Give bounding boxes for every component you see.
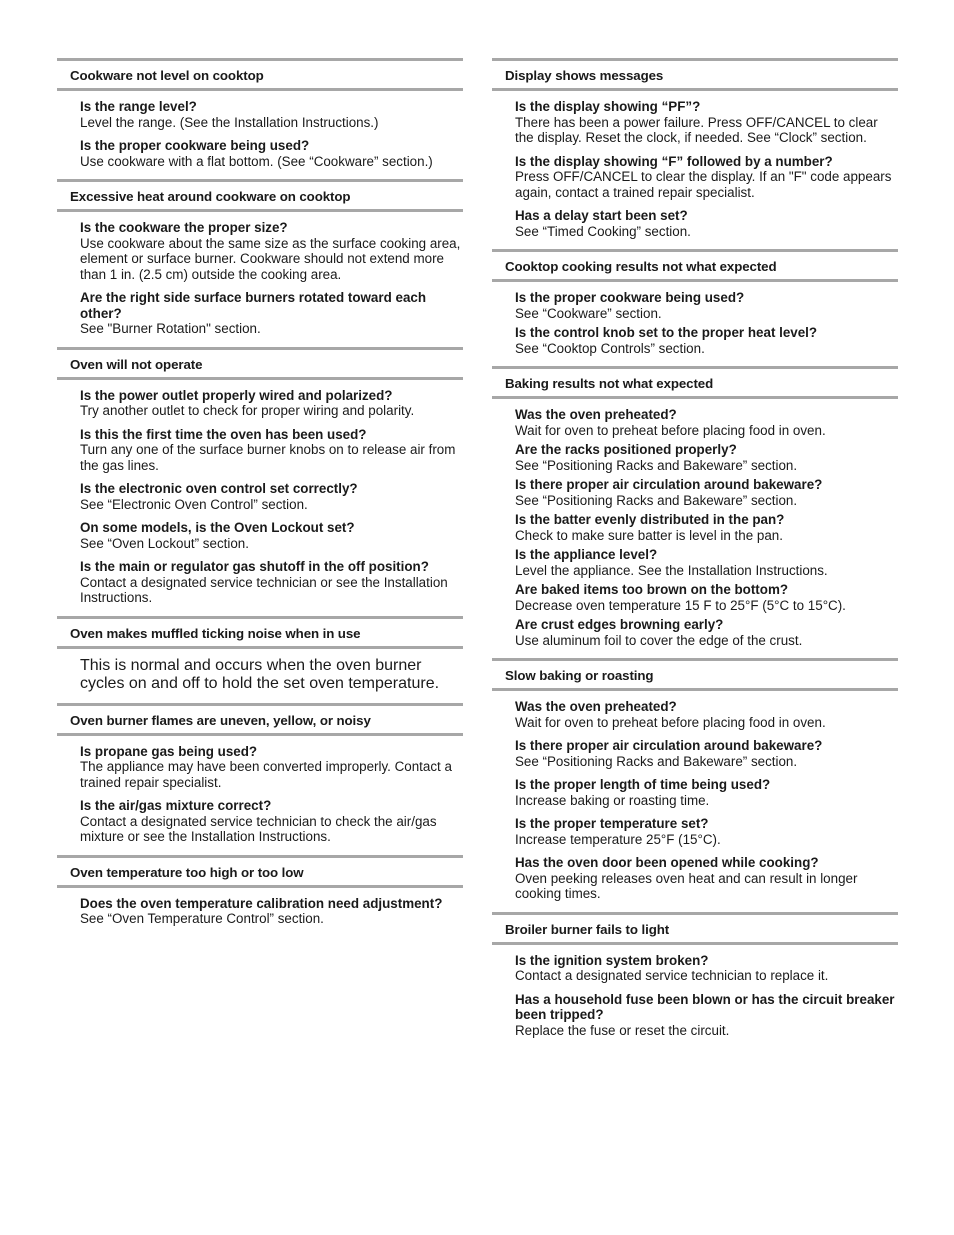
troubleshooting-item <box>80 427 463 474</box>
section-title: Slow baking or roasting <box>492 658 898 691</box>
troubleshooting-item <box>515 407 898 438</box>
section-oven-burner-flames-are-uneven-yellow-or-noisy <box>57 703 463 845</box>
section-excessive-heat-around-cookware-on-cooktop <box>57 179 463 337</box>
answer: See “Positioning Racks and Bakeware” section. <box>515 492 798 508</box>
troubleshooting-item <box>80 290 463 337</box>
section-items <box>492 399 898 648</box>
answer: See “Oven Lockout” section. <box>80 535 249 551</box>
section-title: Cookware not level on cooktop <box>57 58 463 91</box>
section-baking-results-not-what-expected <box>492 366 898 648</box>
question: Is the electronic oven control set correctly? <box>80 481 358 496</box>
troubleshooting-item <box>515 208 898 239</box>
question: Is the proper length of time being used? <box>515 777 771 792</box>
question: Has a delay start been set? <box>515 208 688 223</box>
section-title: Display shows messages <box>492 58 898 91</box>
troubleshooting-item <box>80 559 463 606</box>
section-title: Cooktop cooking results not what expected <box>492 249 898 282</box>
section-items <box>57 649 463 693</box>
question: Are baked items too brown on the bottom? <box>515 582 789 597</box>
answer: Contact a designated service technician to check the air/gas mixture or see the Installation Instructions. <box>80 813 437 844</box>
answer: Level the appliance. See the Installation Instructions. <box>515 562 828 578</box>
question: Is the power outlet properly wired and polarized? <box>80 387 393 403</box>
answer: Increase baking or roasting time. <box>515 792 710 808</box>
section-title: Oven burner flames are uneven, yellow, or noisy <box>57 703 463 736</box>
answer: Contact a designated service technician to replace it. <box>515 968 829 983</box>
answer: See “Positioning Racks and Bakeware” section. <box>515 457 798 473</box>
section-oven-makes-muffled-ticking-noise-when-in-use <box>57 616 463 693</box>
section-slow-baking-or-roasting <box>492 658 898 902</box>
question: Is the main or regulator gas shutoff in the off position? <box>80 559 429 574</box>
section-items <box>57 212 463 337</box>
troubleshooting-item <box>80 798 463 845</box>
troubleshooting-item <box>515 442 898 473</box>
troubleshooting-item <box>80 99 463 130</box>
answer: See “Electronic Oven Control” section. <box>80 496 308 512</box>
section-items <box>492 91 898 239</box>
answer: Turn any one of the surface burner knobs on to release air from the gas lines. <box>80 442 456 473</box>
question: Is the air/gas mixture correct? <box>80 798 272 813</box>
troubleshooting-item <box>515 855 898 902</box>
answer: Replace the fuse or reset the circuit. <box>515 1022 730 1038</box>
question: Is the control knob set to the proper heat level? <box>515 325 818 340</box>
section-oven-temperature-too-high-or-too-low <box>57 855 463 927</box>
troubleshooting-item <box>515 953 898 984</box>
question: Was the oven preheated? <box>515 699 677 714</box>
troubleshooting-item <box>515 154 898 201</box>
answer: Press OFF/CANCEL to clear the display. If an "F" code appears again, contact a trained repair specialist. <box>515 169 892 200</box>
answer: Increase temperature 25°F (15°C). <box>515 831 721 847</box>
question: Is the proper cookware being used? <box>515 290 745 305</box>
question: Is there proper air circulation around bakeware? <box>515 738 823 753</box>
answer: Wait for oven to preheat before placing food in oven. <box>515 422 826 438</box>
troubleshooting-item <box>515 477 898 508</box>
troubleshooting-item <box>515 512 898 543</box>
answer: Level the range. (See the Installation Instructions.) <box>80 114 379 130</box>
troubleshooting-item <box>515 738 898 769</box>
troubleshooting-item <box>80 138 463 169</box>
section-display-shows-messages <box>492 58 898 239</box>
question: Is the appliance level? <box>515 547 658 562</box>
question: Has the oven door been opened while cooking? <box>515 855 819 870</box>
troubleshooting-item <box>515 777 898 808</box>
section-items <box>492 691 898 902</box>
question: Is the range level? <box>80 99 197 114</box>
question: Are crust edges browning early? <box>515 617 724 632</box>
question: Has a household fuse been blown or has the circuit breaker been tripped? <box>515 991 895 1022</box>
question: Is the display showing “F” followed by a number? <box>515 153 833 169</box>
answer: See “Positioning Racks and Bakeware” section. <box>515 753 798 769</box>
answer: Contact a designated service technician or see the Installation Instructions. <box>80 574 448 605</box>
troubleshooting-item <box>515 290 898 321</box>
section-text: This is normal and occurs when the oven burner cycles on and off to hold the set oven temperature. <box>80 656 440 692</box>
troubleshooting-item <box>515 816 898 847</box>
section-items <box>492 945 898 1039</box>
section-items <box>57 736 463 845</box>
left-column <box>57 58 463 937</box>
section-items <box>57 91 463 169</box>
answer: See “Oven Temperature Control” section. <box>80 911 324 926</box>
troubleshooting-item <box>80 896 463 927</box>
question: Are the right side surface burners rotated toward each other? <box>80 290 427 321</box>
answer: See “Cooktop Controls” section. <box>515 340 705 356</box>
section-title: Oven will not operate <box>57 347 463 380</box>
question: Are the racks positioned properly? <box>515 442 737 457</box>
troubleshooting-item <box>80 220 463 282</box>
question: Does the oven temperature calibration need adjustment? <box>80 895 443 911</box>
section-items <box>57 888 463 927</box>
answer: There has been a power failure. Press OFF/CANCEL to clear the display. Reset the clock, if needed. See “Clock” section. <box>515 114 878 145</box>
troubleshooting-item <box>515 99 898 146</box>
answer: Use cookware with a flat bottom. (See “Cookware” section.) <box>80 153 433 169</box>
question: Is the cookware the proper size? <box>80 220 288 235</box>
answer: Use aluminum foil to cover the edge of the crust. <box>515 632 803 648</box>
troubleshooting-item <box>515 325 898 356</box>
answer: Wait for oven to preheat before placing food in oven. <box>515 714 826 730</box>
question: Is the proper cookware being used? <box>80 138 310 153</box>
section-title: Broiler burner fails to light <box>492 912 898 945</box>
troubleshooting-item <box>515 582 898 613</box>
answer: The appliance may have been converted improperly. Contact a trained repair specialist. <box>80 759 452 790</box>
troubleshooting-item <box>80 520 463 551</box>
troubleshooting-item <box>515 617 898 648</box>
answer: Decrease oven temperature 15 F to 25°F (5°C to 15°C). <box>515 597 846 613</box>
section-cookware-not-level-on-cooktop <box>57 58 463 169</box>
question: Is the batter evenly distributed in the pan? <box>515 512 785 527</box>
right-column <box>492 58 898 1048</box>
troubleshooting-item <box>515 699 898 730</box>
troubleshooting-item <box>515 992 898 1039</box>
question: Is the ignition system broken? <box>515 952 709 968</box>
answer: Check to make sure batter is level in the pan. <box>515 527 783 543</box>
section-items <box>57 380 463 606</box>
question: On some models, is the Oven Lockout set? <box>80 520 355 535</box>
answer: Use cookware about the same size as the surface cooking area, element or surface burner. Cookware should not extend more than 1 in. (2.5 cm) outside the cooking area. <box>80 235 461 282</box>
question: Is this the first time the oven has been used? <box>80 426 367 442</box>
question: Is propane gas being used? <box>80 743 258 759</box>
question: Is the proper temperature set? <box>515 816 709 831</box>
section-items <box>492 282 898 356</box>
section-title: Excessive heat around cookware on cooktop <box>57 179 463 212</box>
section-title: Oven temperature too high or too low <box>57 855 463 888</box>
troubleshooting-item <box>80 388 463 419</box>
section-broiler-burner-fails-to-light <box>492 912 898 1039</box>
answer: See “Cookware” section. <box>515 305 662 321</box>
answer: Try another outlet to check for proper wiring and polarity. <box>80 403 415 418</box>
question: Is the display showing “PF”? <box>515 99 701 114</box>
answer: See "Burner Rotation" section. <box>80 321 261 336</box>
question: Is there proper air circulation around bakeware? <box>515 477 823 492</box>
answer: Oven peeking releases oven heat and can result in longer cooking times. <box>515 870 858 901</box>
troubleshooting-item <box>515 547 898 578</box>
section-cooktop-cooking-results-not-what-expected <box>492 249 898 356</box>
answer: See “Timed Cooking” section. <box>515 223 691 239</box>
troubleshooting-item <box>80 744 463 791</box>
section-title: Oven makes muffled ticking noise when in use <box>57 616 463 649</box>
troubleshooting-item <box>80 481 463 512</box>
section-title: Baking results not what expected <box>492 366 898 399</box>
section-oven-will-not-operate <box>57 347 463 606</box>
question: Was the oven preheated? <box>515 407 677 422</box>
